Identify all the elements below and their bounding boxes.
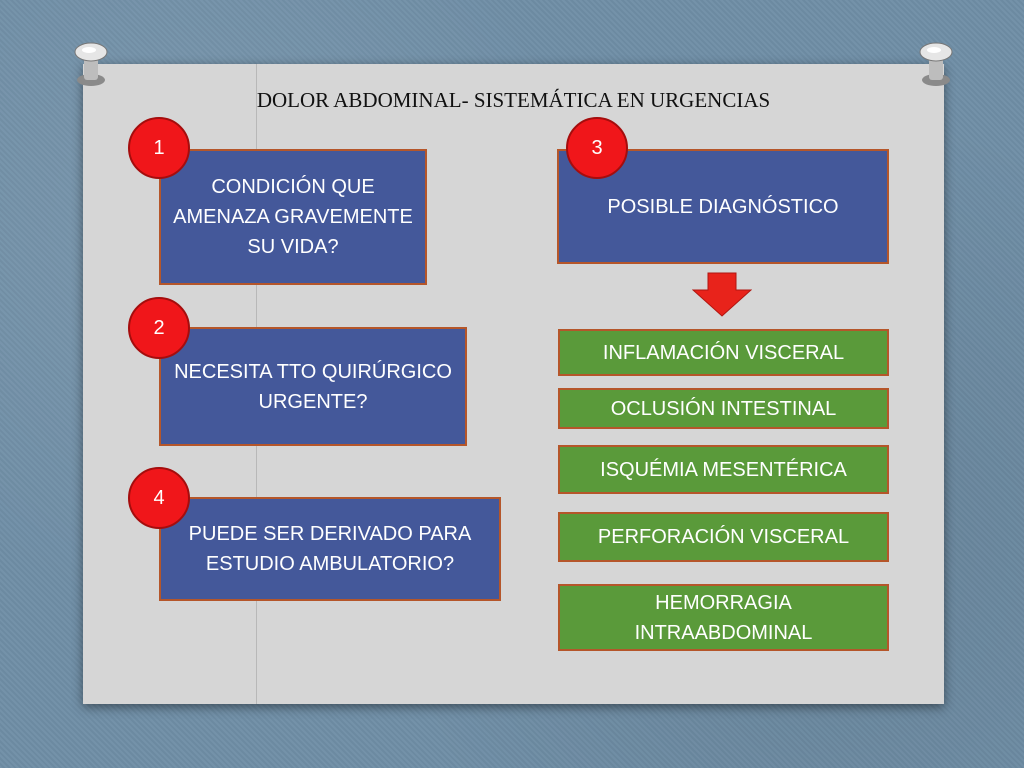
diagnosis-box-5 [558, 584, 889, 651]
diagnosis-box-1 [558, 329, 889, 376]
diagnosis-text: INFLAMACIÓN VISCERAL [602, 341, 845, 364]
pin-right-icon [917, 42, 955, 88]
diagnosis-box-2 [558, 388, 889, 429]
slide-title: DOLOR ABDOMINAL- SISTEMÁTICA EN URGENCIAS [256, 88, 771, 112]
down-arrow-icon [692, 272, 752, 317]
step-2-text: NECESITA TTO QUIRÚRGICO URGENTE? [174, 360, 452, 413]
diagnosis-text: ISQUÉMIA MESENTÉRICA [600, 458, 847, 481]
step-2-badge: 2 [128, 297, 190, 359]
step-4-box [159, 497, 501, 601]
diagnosis-text: HEMORRAGIA INTRAABDOMINAL [634, 591, 813, 644]
diagnosis-text: OCLUSIÓN INTESTINAL [610, 397, 837, 420]
pin-left-icon [72, 42, 110, 88]
step-1-text: CONDICIÓN QUE AMENAZA GRAVEMENTE SU VIDA? [173, 176, 413, 258]
diagnosis-text: PERFORACIÓN VISCERAL [597, 526, 850, 548]
step-4-badge: 4 [128, 467, 190, 529]
step-3-text: POSIBLE DIAGNÓSTICO [607, 195, 839, 218]
step-1-box [159, 149, 427, 285]
diagnosis-box-4 [558, 512, 889, 562]
diagnosis-box-3 [558, 445, 889, 494]
step-4-text: PUEDE SER DERIVADO PARA ESTUDIO AMBULATORIO? [188, 523, 472, 575]
step-1-badge: 1 [128, 117, 190, 179]
step-2-box [159, 327, 467, 446]
step-3-badge: 3 [566, 117, 628, 179]
